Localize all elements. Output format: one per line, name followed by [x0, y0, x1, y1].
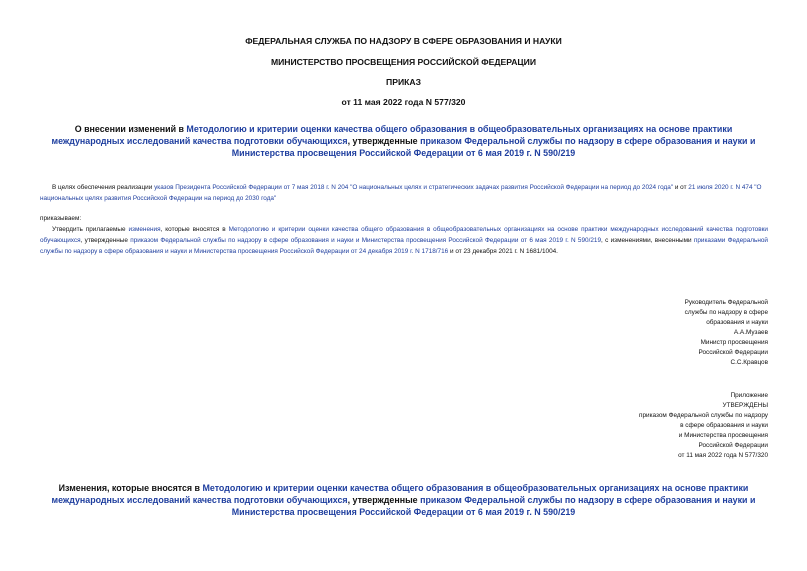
header-service: ФЕДЕРАЛЬНАЯ СЛУЖБА ПО НАДЗОРУ В СФЕРЕ ОБРАЗОВАНИЯ И НАУКИ [245, 36, 562, 46]
order-text-3: , утвержденные [80, 237, 131, 244]
appendix-line: от 11 мая 2022 года N 577/320 [678, 452, 768, 459]
changes-title-link-methodology[interactable]: Методологию и критерии оценки качества общего образования в общеобразовательных организациях на основе практики международных исследований качества подготовки обучающихся [51, 483, 749, 505]
changes-title-link-order[interactable]: приказом Федеральной службы по надзору в сфере образования и науки и Министерства просвещения Российской Федерации от 6 мая 2019 г. N 590/219 [231, 495, 756, 517]
order-paragraph [40, 224, 768, 257]
header-date-number: от 11 мая 2022 года N 577/320 [341, 97, 466, 107]
order-title-link-methodology[interactable]: Методологию и критерии оценки качества общего образования в общеобразовательных организациях на основе практики международных исследований качества подготовки обучающихся [51, 124, 733, 146]
header-ministry: МИНИСТЕРСТВО ПРОСВЕЩЕНИЯ РОССИЙСКОЙ ФЕДЕРАЦИИ [270, 57, 537, 67]
changes-title [40, 482, 767, 518]
appendix-line: приказом Федеральной службы по надзору [639, 412, 768, 419]
preamble-paragraph [40, 182, 768, 204]
order-title-middle: , утвержденные [347, 136, 421, 146]
header-doc-type: ПРИКАЗ [386, 77, 421, 87]
appendix-line: Приложение [730, 392, 768, 399]
appendix-line: и Министерства просвещения [678, 432, 768, 439]
order-word: приказываем: [40, 215, 82, 222]
signature-line: Российской Федерации [698, 349, 768, 356]
changes-title-prefix: Изменения, которые вносятся в [58, 483, 203, 493]
signature-line: службы по надзору в сфере [684, 309, 768, 316]
order-link-order-590[interactable]: приказом Федеральной службы по надзору в сфере образования и науки и Министерства просвещения Российской Федерации от 6 мая 2019 г. N 590/219 [130, 237, 602, 244]
order-link-methodology[interactable]: Методологию и критерии оценки качества общего образования в общеобразовательных организациях на основе практики международных исследований качества подготовки обучающихся [40, 226, 768, 244]
preamble-link-decree-474[interactable]: 21 июля 2020 г. N 474 "О национальных целях развития Российской Федерации на период до 2030 года" [40, 184, 762, 202]
signature-line: Руководитель Федеральной [684, 299, 768, 306]
order-text-5: и от 23 декабря 2021 г. N 1681/1004. [448, 248, 558, 255]
order-text-4: , с изменениями, внесенными [601, 237, 694, 244]
signature-line: образования и науки [706, 319, 768, 326]
signature-line: С.С.Кравцов [730, 359, 768, 366]
signature-line: Министр просвещения [700, 339, 768, 346]
appendix-line: Российской Федерации [698, 442, 768, 449]
order-title-prefix: О внесении изменений в [74, 124, 187, 134]
changes-title-middle: , утвержденные [347, 495, 421, 505]
signature-line: А.А.Музаев [733, 329, 768, 336]
order-link-order-1718[interactable]: приказами Федеральной службы по надзору в сфере образования и науки и Министерства просвещения Российской Федерации от 24 декабря 2019 г. N 1718/716 [40, 237, 768, 255]
preamble-text-1: В целях обеспечения реализации [52, 184, 155, 191]
appendix-line: в сфере образования и науки [680, 422, 768, 429]
appendix-block [639, 391, 768, 461]
signature-block [685, 298, 768, 368]
order-title-link-order[interactable]: приказом Федеральной службы по надзору в сфере образования и науки и Министерства просвещения Российской Федерации от 6 мая 2019 г. N 590/219 [231, 136, 756, 158]
order-text-1: Утвердить прилагаемые [52, 226, 129, 233]
appendix-line: УТВЕРЖДЕНЫ [722, 402, 768, 409]
order-link-changes[interactable]: изменения [128, 226, 161, 233]
order-text-2: , которые вносятся в [160, 226, 229, 233]
preamble-text-2: и от [673, 184, 689, 191]
order-title [40, 123, 767, 159]
preamble-link-decree-204[interactable]: указов Президента Российской Федерации от 7 мая 2018 г. N 204 "О национальных целях и стратегических задачах развития Российской Федерации на период до 2024 года" [154, 184, 674, 191]
